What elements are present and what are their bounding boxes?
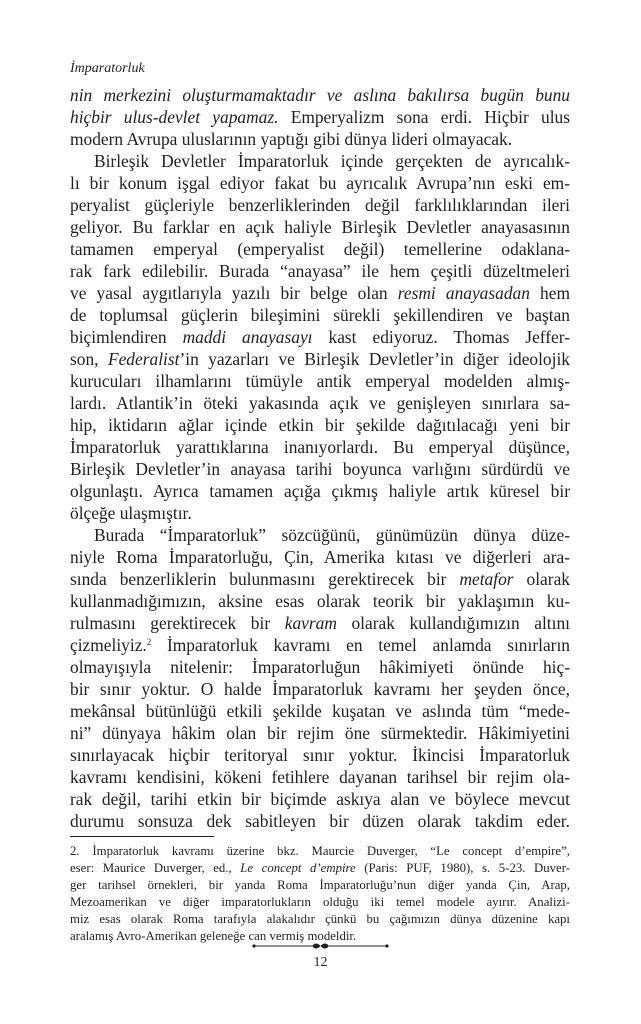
body-line bbox=[70, 590, 570, 612]
body-line bbox=[70, 788, 570, 810]
text-segment: sınırlayacak hiçbir teritoryal sınır yoktur. İkincisi İmparatorluk bbox=[70, 745, 570, 765]
body-line bbox=[70, 546, 570, 568]
body-line bbox=[70, 216, 570, 238]
body-line bbox=[70, 84, 570, 106]
body-line bbox=[70, 678, 570, 700]
text-segment: bir sınır yoktur. O halde İmparatorluk kavramı her şeyden önce, bbox=[70, 679, 570, 699]
running-head: İmparatorluk bbox=[70, 61, 145, 76]
body-line bbox=[70, 612, 570, 634]
footnote-ref: 2 bbox=[146, 637, 152, 647]
text-segment: peryalist güçleriyle benzerliklerinden değil farklılıklarından ileri bbox=[70, 195, 570, 215]
body-line bbox=[70, 634, 570, 656]
italic-text: kavram bbox=[284, 613, 337, 633]
body-line bbox=[70, 656, 570, 678]
text-segment: İmparatorluk kavramı en temel anlamda sınırların bbox=[151, 635, 570, 655]
text-segment: Mezoamerikan ve diğer imparatorlukların olduğu iki temel modele ayırır. Analizi- bbox=[70, 895, 570, 909]
text-segment: olarak bbox=[513, 569, 570, 589]
text-segment: ölçeğe ulaşmıştır. bbox=[70, 503, 192, 523]
body-line bbox=[70, 172, 570, 194]
footnote-line bbox=[70, 894, 570, 911]
text-segment: modern Avrupa uluslarının yaptığı gibi dünya lideri olmayacak. bbox=[70, 129, 513, 149]
body-text bbox=[70, 84, 570, 832]
text-segment: İmparatorluk yarattıklarına inanıyorlardı. Bu emperyal düşünce, bbox=[70, 437, 570, 457]
text-segment: rulmasını gerektirecek bir bbox=[70, 613, 285, 633]
text-segment: rak değil, tarihi etkin bir biçimde askıya alan ve böylece mevcut bbox=[70, 789, 570, 809]
text-segment: çizmeliyiz. bbox=[70, 635, 147, 655]
footnote bbox=[70, 843, 570, 945]
text-segment: miz esas olarak Roma tarafıyla alakalıdır çünkü bu çağımızın dünya düzenine kapı bbox=[70, 912, 570, 926]
text-segment: son, bbox=[70, 349, 108, 369]
text-segment: sında benzerliklerin bulunmasını gerektirecek bir bbox=[70, 569, 460, 589]
text-segment: niyle Roma İmparatorluğu, Çin, Amerika kıtası ve diğerleri ara- bbox=[70, 547, 570, 567]
italic-text: maddi anayasayı bbox=[182, 327, 313, 347]
text-segment: Burada “İmparatorluk” sözcüğünü, günümüzün dünya düze- bbox=[94, 525, 570, 545]
body-line bbox=[70, 414, 570, 436]
body-line bbox=[70, 480, 570, 502]
text-segment: ger tarihsel örnekleri, bir yanda Roma İmparatorluğu’nun diğer yanda Çin, Arap, bbox=[70, 878, 570, 892]
body-line bbox=[70, 744, 570, 766]
text-segment: ni” dünyaya hâkim olan bir rejim öne sürmektedir. Hâkimiyetini bbox=[70, 723, 570, 743]
text-segment: ’in yazarları ve Birleşik Devletler’in diğer ideolojik bbox=[179, 349, 570, 369]
italic-text: resmi anayasadan bbox=[397, 283, 530, 303]
page-number: 12 bbox=[313, 955, 328, 970]
body-line bbox=[70, 304, 570, 326]
text-segment: kullanmadığımızın, aksine esas olarak teorik bir yaklaşımın ku- bbox=[70, 591, 570, 611]
body-line bbox=[70, 106, 570, 128]
body-line bbox=[70, 700, 570, 722]
text-segment: kast ediyoruz. Thomas Jeffer- bbox=[312, 327, 571, 347]
body-line bbox=[70, 326, 570, 348]
text-segment: durumu sonsuza dek sabitleyen bir düzen olarak takdim eder. bbox=[70, 811, 570, 831]
text-segment: de toplumsal güçlerin bileşimini sürekli şekillendiren ve baştan bbox=[70, 305, 570, 325]
italic-text: hiçbir ulus-devlet yapamaz. bbox=[70, 107, 279, 127]
body-line bbox=[70, 194, 570, 216]
footnote-line bbox=[70, 843, 570, 860]
text-segment: kurucuları ilhamlarını tümüyle antik emperyal modelden almış- bbox=[70, 371, 570, 391]
footnote-line bbox=[70, 860, 570, 877]
text-segment: lardı. Atlantik’in öteki yakasında açık ve genişleyen sınırlara sa- bbox=[70, 393, 570, 413]
body-line bbox=[70, 238, 570, 260]
text-segment: mekânsal bütünlüğü etkili şekilde kuşatan ve aslında tüm “mede- bbox=[70, 701, 570, 721]
text-segment: biçimlendiren bbox=[70, 327, 183, 347]
body-line bbox=[70, 502, 570, 524]
italic-text: nin merkezini oluşturmamaktadır ve aslına bakılırsa bugün bunu bbox=[70, 85, 570, 105]
text-segment: olarak kullandığımızın altını bbox=[336, 613, 570, 633]
text-segment: 2. İmparatorluk kavramı üzerine bkz. Maurcie Duverger, “Le concept d’empire”, bbox=[70, 844, 570, 858]
text-segment: rak fark edilebilir. Burada “anayasa” ile hem çeşitli düzeltmeleri bbox=[70, 261, 570, 281]
text-segment: Emperyalizm sona erdi. Hiçbir ulus bbox=[278, 107, 570, 127]
footnote-rule bbox=[70, 836, 214, 837]
text-segment: hip, iktidarın ağlar içinde etkin bir şekilde dağıtılacağı yeni bir bbox=[70, 415, 570, 435]
text-segment: aralamış Avro-Amerikan geleneğe can vermiş modeldir. bbox=[70, 929, 357, 943]
italic-text: Le concept d’empire bbox=[240, 861, 356, 875]
text-segment: hem bbox=[529, 283, 570, 303]
text-segment: lı bir konum işgal ediyor fakat bu ayrıcalık Avrupa’nın eski em- bbox=[70, 173, 570, 193]
text-segment: olmayışıyla nitelenir: İmparatorluğun hâkimiyeti önünde hiç- bbox=[70, 657, 570, 677]
text-segment: Birleşik Devletler İmparatorluk içinde gerçekten de ayrıcalık- bbox=[94, 151, 570, 171]
body-line bbox=[70, 392, 570, 414]
body-line bbox=[70, 348, 570, 370]
body-line bbox=[70, 260, 570, 282]
body-line bbox=[70, 722, 570, 744]
body-line bbox=[70, 370, 570, 392]
ornament-divider bbox=[250, 940, 391, 952]
body-line bbox=[70, 766, 570, 788]
text-segment: geliyor. Bu farklar en açık haliyle Birleşik Devletler anayasasının bbox=[70, 217, 570, 237]
body-line bbox=[70, 524, 570, 546]
body-line bbox=[70, 810, 570, 832]
body-line bbox=[70, 458, 570, 480]
text-segment: olgunlaştı. Ayrıca tamamen açığa çıkmış haliyle artık küresel bir bbox=[70, 481, 570, 501]
italic-text: Federalist bbox=[107, 349, 180, 369]
text-segment: (Paris: PUF, 1980), s. 5-23. Duver- bbox=[355, 861, 570, 875]
text-segment: eser: Maurice Duverger, ed., bbox=[70, 861, 241, 875]
text-segment: kavramı kendisini, kökeni fetihlere dayanan tarihsel bir rejim ola- bbox=[70, 767, 570, 787]
footnote-line bbox=[70, 911, 570, 928]
body-line bbox=[70, 128, 570, 150]
text-segment: tamamen emperyal (emperyalist değil) temellerine odaklana- bbox=[70, 239, 570, 259]
italic-text: metafor bbox=[459, 569, 514, 589]
body-line bbox=[70, 282, 570, 304]
footnote-line bbox=[70, 877, 570, 894]
text-segment: ve yasal aygıtlarıyla yazılı bir belge olan bbox=[70, 283, 398, 303]
body-line bbox=[70, 568, 570, 590]
body-line bbox=[70, 436, 570, 458]
text-segment: Birleşik Devletler’in anayasa tarihi boyunca varlığını sürdürdü ve bbox=[70, 459, 570, 479]
body-line bbox=[70, 150, 570, 172]
